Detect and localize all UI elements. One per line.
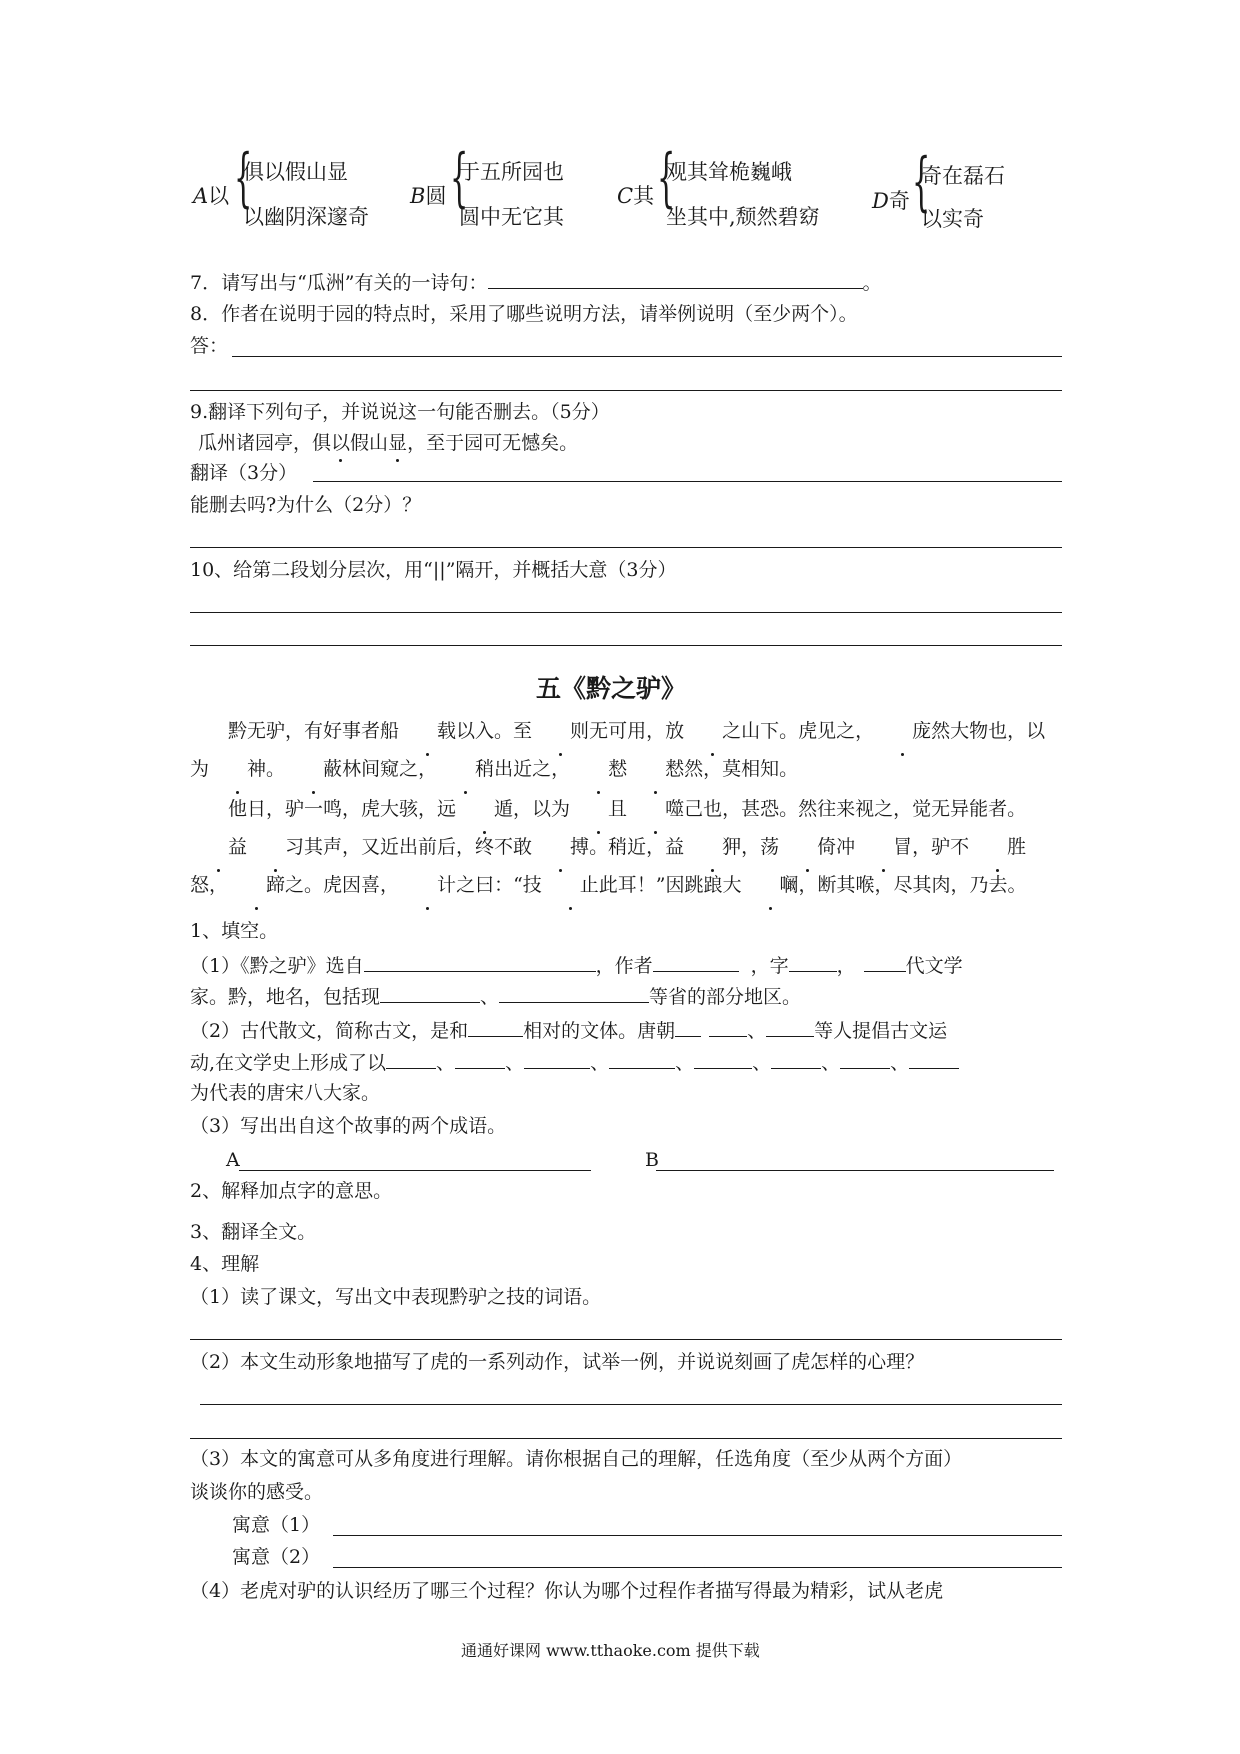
answer-line[interactable] xyxy=(656,1170,1054,1171)
question-1-3: （3）写出出自这个故事的两个成语。 xyxy=(190,1115,507,1137)
question-9: 9.翻译下列句子，并说说这一句能否删去。（5分） xyxy=(190,401,610,423)
footer-text: 通通好课网 www.tthaoke.com 提供下载 xyxy=(461,1641,760,1660)
answer-blank[interactable] xyxy=(864,951,906,972)
question-4: 4、理解 xyxy=(190,1253,260,1275)
answer-blank[interactable] xyxy=(675,1016,701,1037)
answer-line[interactable] xyxy=(190,612,1062,613)
question-1: 1、填空。 xyxy=(190,920,279,942)
question-8: 8．作者在说明于园的特点时，采用了哪些说明方法，请举例说明（至少两个）。 xyxy=(190,303,858,325)
question-1-2-end: 为代表的唐宋八大家。 xyxy=(190,1082,381,1104)
answer-blank[interactable] xyxy=(909,1048,959,1069)
option-a-line2: 以幽阴深邃奇 xyxy=(243,205,369,229)
answer-blank[interactable] xyxy=(524,1048,590,1069)
answer-blank[interactable] xyxy=(840,1048,890,1069)
option-b-line2: 圆中无它其 xyxy=(459,205,564,229)
answer-blank[interactable] xyxy=(789,951,837,972)
meaning-1-label: 寓意（1） xyxy=(232,1514,321,1536)
idiom-b-label: B xyxy=(645,1149,659,1171)
answer-blank[interactable] xyxy=(468,1016,523,1037)
answer-blank[interactable] xyxy=(455,1048,505,1069)
answer-blank[interactable] xyxy=(609,1048,675,1069)
answer-line[interactable] xyxy=(313,481,1062,482)
answer-line[interactable] xyxy=(239,1170,591,1171)
passage-paragraph-2: 他日，驴一鸣，虎大骇，远 遁，以为 且 噬己也，甚恐。然往来视之，觉无异能者。益 习其声，又近出前后，终不敢 搏。稍近，益 狎，荡 倚冲 冒，驴不 胜怒， 蹄之。虎因喜， 计之曰：“技 止此耳！”因跳踉大 㘎，断其喉，尽其肉，乃去。 xyxy=(190,790,1062,904)
brace-icon: { xyxy=(450,141,469,215)
brace-icon: { xyxy=(657,141,676,215)
q9-sentence: 瓜州诸园亭，俱以假山显，至于园可无憾矣。 xyxy=(198,432,579,454)
answer-blank[interactable] xyxy=(694,1048,752,1069)
option-a-line1: 俱以假山显 xyxy=(243,160,348,184)
question-4-2: （2）本文生动形象地描写了虎的一系列动作，试举一例，并说说刻画了虎怎样的心理？ xyxy=(190,1351,925,1373)
option-b-line1: 于五所园也 xyxy=(459,160,564,184)
answer-label: 答： xyxy=(190,335,229,357)
option-c-label: C其 xyxy=(617,184,655,208)
question-7: 7．请写出与“瓜洲”有关的一诗句： 。 xyxy=(190,268,882,296)
answer-line[interactable] xyxy=(190,1339,1062,1340)
question-10: 10、给第二段划分层次，用“||”隔开，并概括大意（3分） xyxy=(190,559,677,581)
answer-blank[interactable] xyxy=(380,982,480,1003)
answer-blank[interactable] xyxy=(364,951,596,972)
answer-line[interactable] xyxy=(190,547,1062,548)
option-b-label: B圆 xyxy=(410,184,447,208)
answer-blank[interactable] xyxy=(771,1048,821,1069)
passage-paragraph-1: 黔无驴，有好事者船 载以入。至 则无可用，放 之山下。虎见之， 庞然大物也，以为 神。 蔽林间窥之， 稍出近之， 慭 慭然，莫相知。 xyxy=(190,712,1062,788)
answer-blank[interactable] xyxy=(386,1048,436,1069)
q9-delete-label: 能删去吗?为什么（2分）？ xyxy=(190,494,422,516)
question-1-1: （1）《黔之驴》选自 ，作者 ，字 ， 代文学 xyxy=(190,951,963,979)
question-4-1: （1）读了课文，写出文中表现黔驴之技的词语。 xyxy=(190,1286,602,1308)
meaning-2-label: 寓意（2） xyxy=(232,1546,321,1568)
brace-icon: { xyxy=(912,145,931,219)
answer-line[interactable] xyxy=(190,645,1062,646)
answer-line[interactable] xyxy=(190,1438,1062,1439)
question-4-4: （4）老虎对驴的认识经历了哪三个过程？你认为哪个过程作者描写得最为精彩，试从老虎 xyxy=(190,1580,944,1602)
answer-line[interactable] xyxy=(200,1404,1062,1405)
answer-line[interactable] xyxy=(232,356,1062,357)
option-d-line1: 奇在磊石 xyxy=(921,164,1005,188)
answer-blank[interactable] xyxy=(488,268,863,289)
question-1-2: （2）古代散文，简称古文，是和 相对的文体。唐朝 、 等人提倡古文运 xyxy=(190,1016,947,1044)
question-1-1-cont: 家。黔，地名，包括现 、 等省的部分地区。 xyxy=(190,982,801,1010)
q9-translate-label: 翻译（3分） xyxy=(190,462,298,484)
question-4-3-cont: 谈谈你的感受。 xyxy=(190,1481,324,1503)
question-3: 3、翻译全文。 xyxy=(190,1221,317,1243)
answer-blank[interactable] xyxy=(709,1016,747,1037)
question-1-2-cont: 动,在文学史上形成了以 、 、 、 、 、 、 、 xyxy=(190,1048,959,1076)
answer-line[interactable] xyxy=(333,1535,1062,1536)
idiom-a-label: A xyxy=(226,1149,240,1171)
answer-blank[interactable] xyxy=(499,982,649,1003)
option-c-line1: 观其耸桅巍峨 xyxy=(666,160,792,184)
answer-blank[interactable] xyxy=(766,1016,814,1037)
question-4-3: （3）本文的寓意可从多角度进行理解。请你根据自己的理解，任选角度（至少从两个方面） xyxy=(190,1448,963,1470)
section-title: 五《黔之驴》 xyxy=(536,674,687,703)
answer-blank[interactable] xyxy=(653,951,739,972)
brace-icon: { xyxy=(234,141,253,215)
answer-line[interactable] xyxy=(190,390,1062,391)
option-a-label: A以 xyxy=(193,184,230,208)
option-d-line2: 以实奇 xyxy=(921,207,984,231)
answer-line[interactable] xyxy=(333,1567,1062,1568)
option-d-label: D奇 xyxy=(872,189,910,213)
question-2: 2、解释加点字的意思。 xyxy=(190,1180,393,1202)
option-c-line2: 坐其中,颓然碧窈 xyxy=(666,205,820,229)
